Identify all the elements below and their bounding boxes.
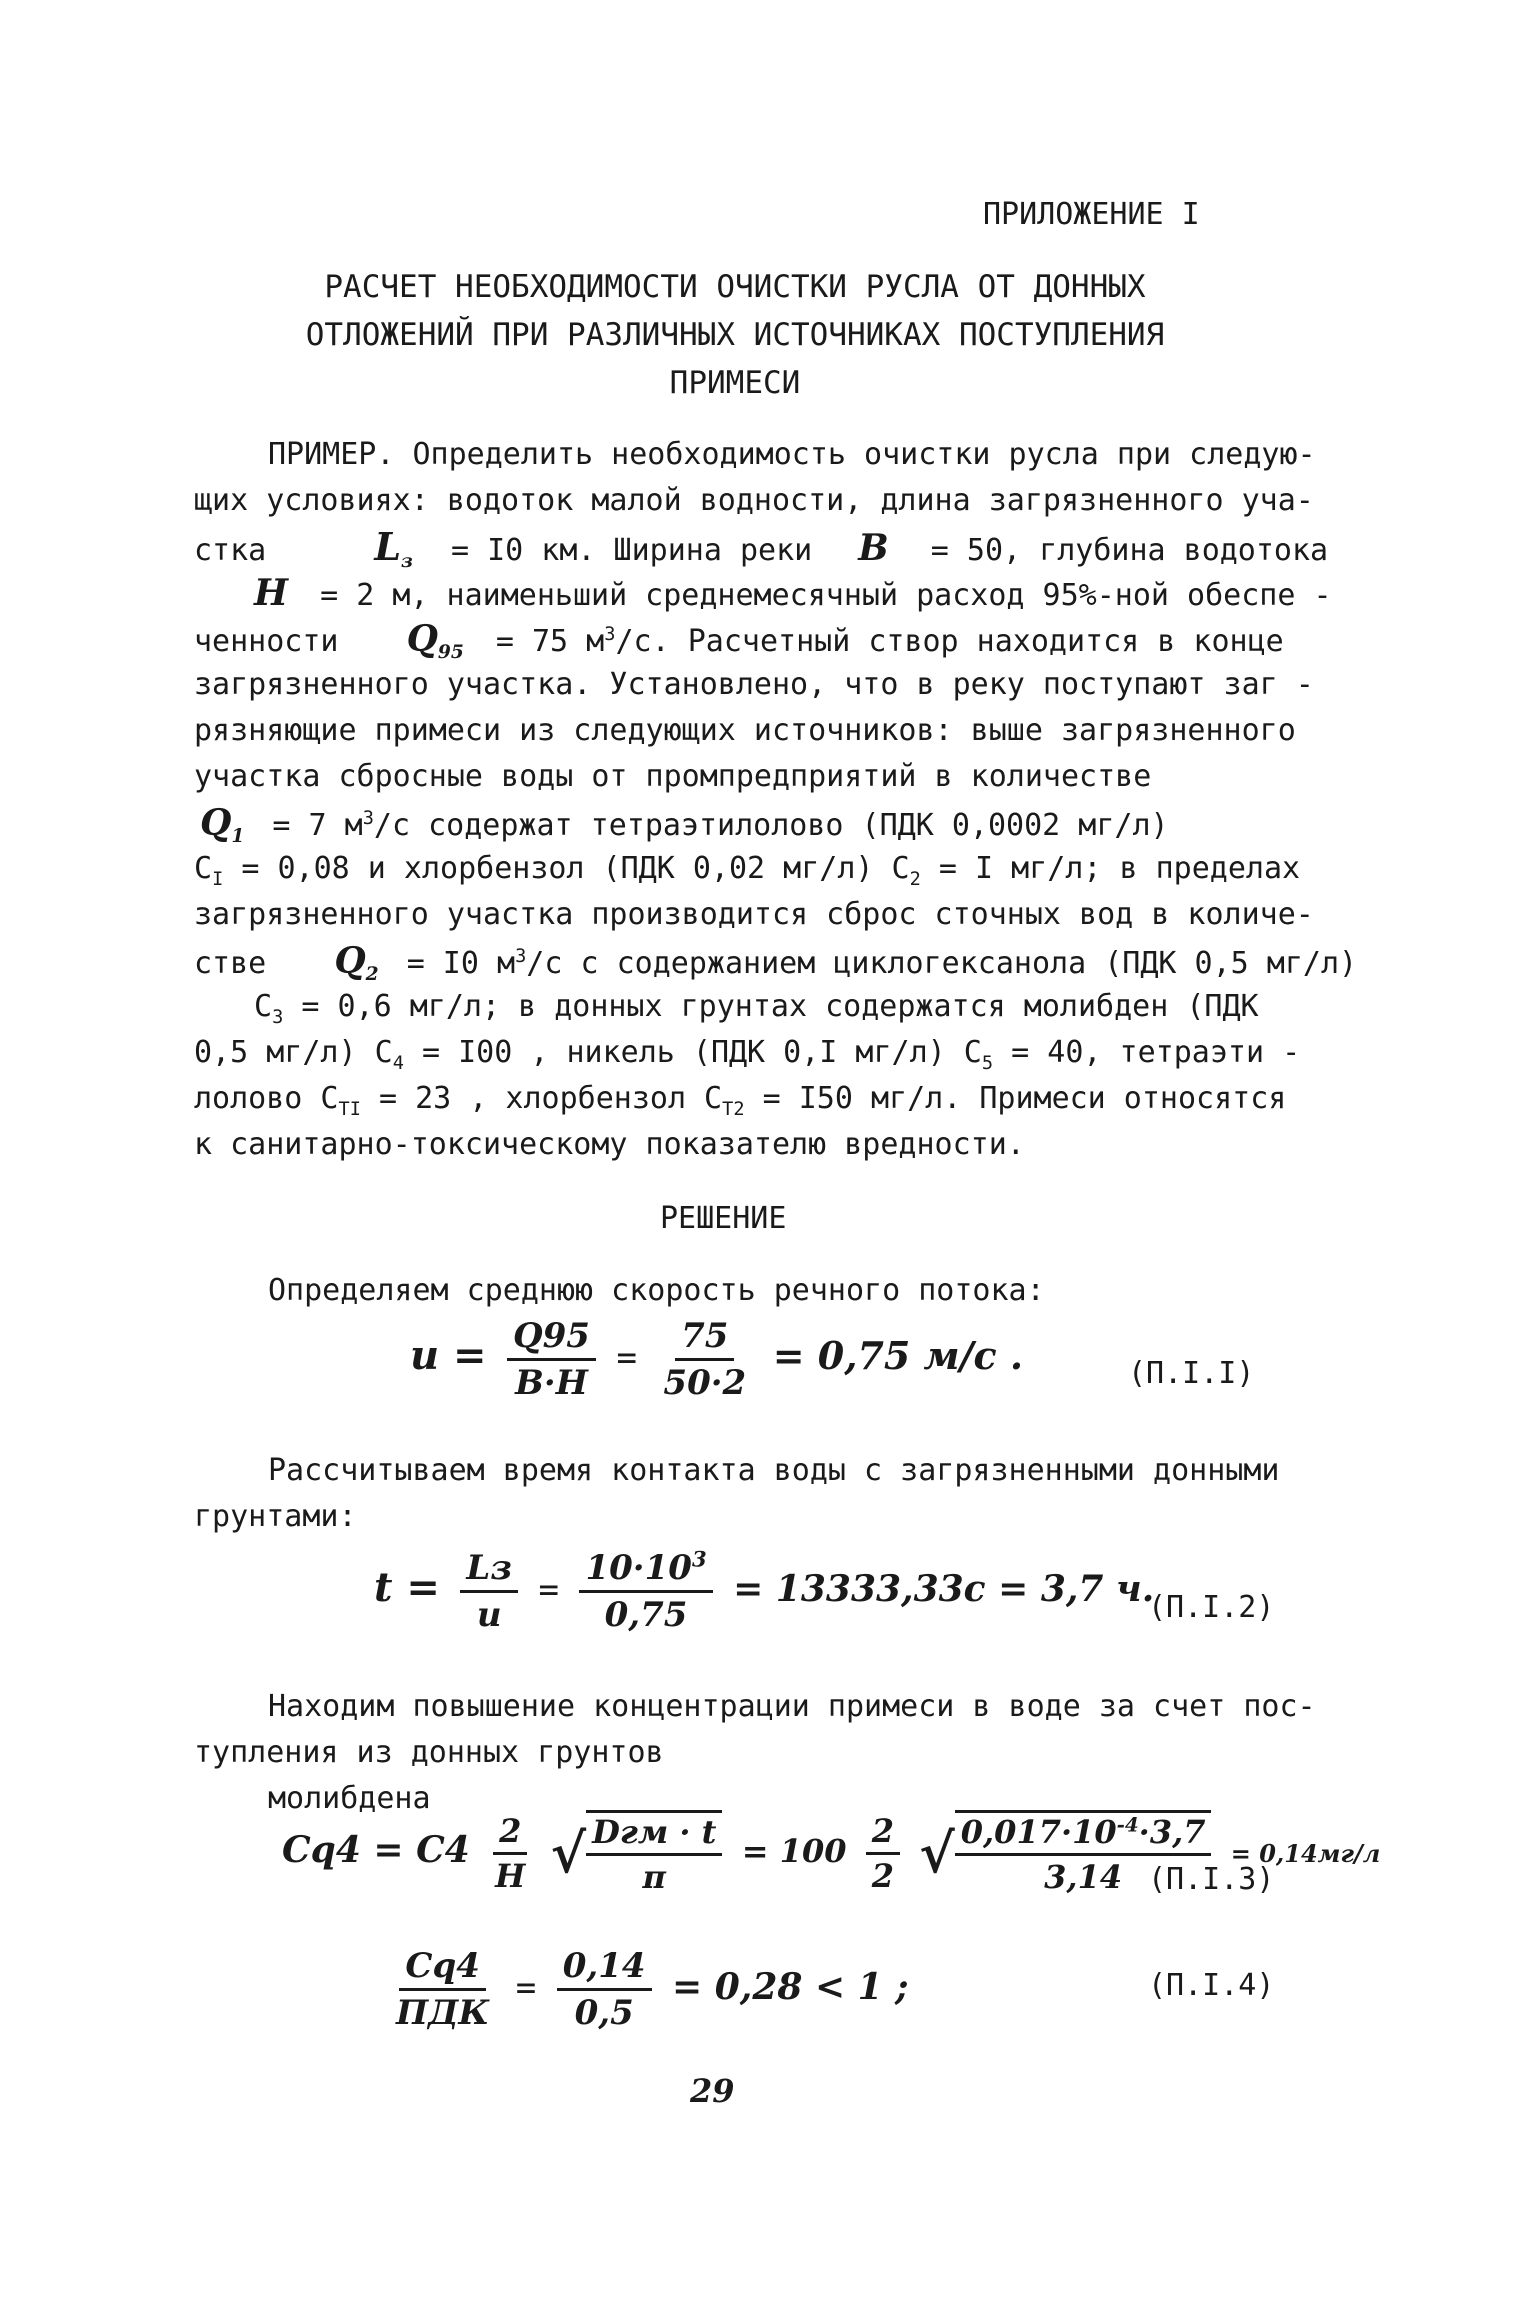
equation-2: t = $\frac{Lз}{u}$ = $\frac{10\cdot 10^3}{0,75}$ = 13333,33с = 3,7 ч. <box>374 1546 1155 1635</box>
appendix-label: ПРИЛОЖЕНИЕ I <box>983 197 1200 232</box>
fraction: $\frac{75}{50\cdot 2}$ <box>663 1316 747 1403</box>
example-line-3: стка $L_з = I0$ км. Ширина реки B = 50, глубина водотока <box>194 524 1329 572</box>
fraction: $\frac{0,017\cdot 10^{-4}\cdot 3,7}{3,14}$ <box>955 1810 1212 1896</box>
equation-1-label: (П.I.I) <box>1128 1356 1255 1391</box>
fraction: $\frac{0,14}{0,5}$ <box>557 1946 652 2033</box>
title-line-2: ОТЛОЖЕНИЙ ПРИ РАЗЛИЧНЫХ ИСТОЧНИКАХ ПОСТУПЛЕНИЯ <box>305 317 1165 353</box>
title-line-1: РАСЧЕТ НЕОБХОДИМОСТИ ОЧИСТКИ РУСЛА ОТ ДОННЫХ <box>324 269 1146 305</box>
equation-3: Сq4 = С4 $\frac{2}{H}$ √ $\frac{\text{Dгм · t}}{\pi}$ = 100 $\frac{2}{2}$ √ $\frac{0,017\cdot 10^{-4}\cdot 3,7}{3,14}$ = 0,14мг/л <box>282 1811 1381 1896</box>
example-line-8: участка сбросные воды от промпредприятий в количестве <box>194 759 1152 794</box>
example-line-6: загрязненного участка. Установлено, что в реку поступают заг - <box>194 667 1314 702</box>
fraction: $\frac{Сq4}{\text{ПДК}}$ <box>396 1946 490 2033</box>
equation-3-label: (П.I.3) <box>1148 1862 1275 1897</box>
title-line-3: ПРИМЕСИ <box>669 365 801 401</box>
paragraph-contact-time: Рассчитываем время контакта воды с загрязненными донными <box>268 1453 1280 1488</box>
example-line-16: к санитарно-токсическому показателю вредности. <box>194 1127 1025 1162</box>
example-line-12: стве $Q_2 = I0$ $м^3/с$ с содержанием циклогексанола (ПДК 0,5 мг/л) <box>194 940 1358 985</box>
paragraph-velocity: Определяем среднюю скорость речного потока: <box>268 1273 1045 1308</box>
radical-sign: √ <box>919 1821 955 1885</box>
example-line-11: загрязненного участка производится сброс сточных вод в количе- <box>194 897 1314 932</box>
example-line-4: H = 2 м, наименьший среднемесячный расход 95%-ной обеспе - <box>254 572 1332 614</box>
radical-sign: √ <box>550 1821 587 1885</box>
example-line-1: ПРИМЕР. Определить необходимость очистки русла при следую- <box>268 437 1316 472</box>
fraction: $\frac{Q95}{B\cdot H}$ <box>507 1316 596 1403</box>
fraction: $\frac{10\cdot 10^3}{0,75}$ <box>579 1548 712 1635</box>
paragraph-concentration-2: тупления из донных грунтов <box>194 1735 664 1770</box>
example-line-5: ченности $Q_{95} = 75$ $м^3/с$. Расчетный створ находится в конце <box>194 618 1284 663</box>
paragraph-contact-time-2: грунтами: <box>194 1499 357 1534</box>
fraction: $\frac{\text{Dгм · t}}{\pi}$ <box>586 1810 722 1896</box>
equation-4-label: (П.I.4) <box>1148 1968 1275 2003</box>
fraction: $\frac{Lз}{u}$ <box>460 1548 518 1635</box>
fraction: $\frac{2}{H}$ <box>489 1812 531 1895</box>
example-line-10: $С_I = 0,08$ и хлорбензол (ПДК 0,02 мг/л) $С_2 = I$ мг/л; в пределах <box>194 851 1301 890</box>
example-line-7: рязняющие примеси из следующих источников: выше загрязненного <box>194 713 1296 748</box>
fraction: $\frac{2}{2}$ <box>866 1812 900 1895</box>
example-line-15: лолово $С_{TI} = 23$ , хлорбензол $С_{T2} = I50$ мг/л. Примеси относятся <box>194 1081 1287 1120</box>
example-line-13: $С_3 = 0,6$ мг/л; в донных грунтах содержатся молибден (ПДК <box>254 989 1259 1028</box>
solution-heading: РЕШЕНИЕ <box>660 1201 787 1236</box>
paragraph-molybdenum: молибдена <box>268 1781 431 1816</box>
paragraph-concentration: Находим повышение концентрации примеси в воде за счет пос- <box>268 1689 1316 1724</box>
equation-1: u = $\frac{Q95}{B\cdot H}$ = $\frac{75}{50\cdot 2}$ = 0,75 м/с . <box>410 1316 1024 1403</box>
example-line-2: щих условиях: водоток малой водности, длина загрязненного уча- <box>194 483 1314 518</box>
example-line-9: $Q_1 = 7$ $м^3/с$ содержат тетраэтилолово (ПДК 0,0002 мг/л) <box>200 802 1169 847</box>
equation-4: $\frac{Сq4}{\text{ПДК}}$ = $\frac{0,14}{0,5}$ = 0,28 < 1 ; <box>390 1946 909 2033</box>
equation-2-label: (П.I.2) <box>1148 1590 1275 1625</box>
page-number: 29 <box>690 2072 735 2110</box>
example-line-14: 0,5 мг/л) $С_4 = I00$ , никель (ПДК 0,I мг/л) $С_5 = 40$, тетраэти - <box>194 1035 1301 1074</box>
